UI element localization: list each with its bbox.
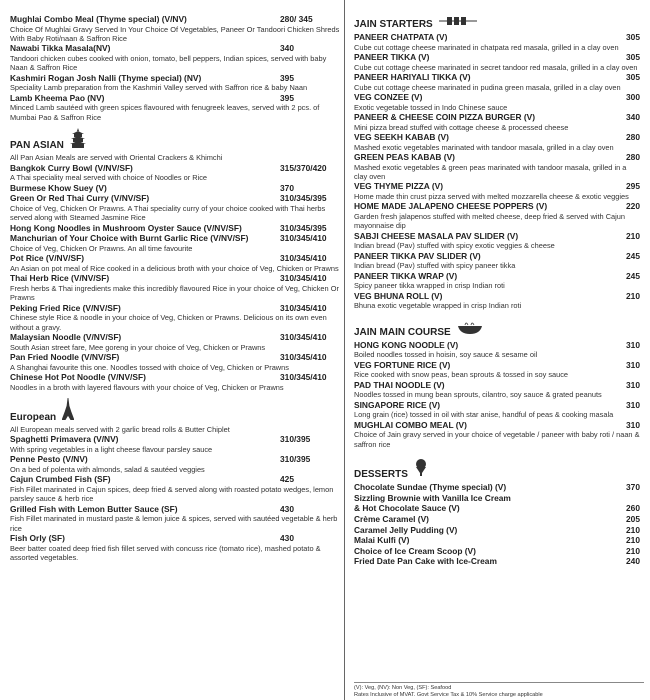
item-name: VEG CONZEE (V)	[354, 92, 423, 102]
menu-item	[354, 503, 640, 514]
menu-item	[354, 92, 640, 112]
item-name: Fish Orly (SF)	[10, 533, 65, 544]
menu-item	[354, 525, 640, 536]
item-price: 310/395	[280, 454, 311, 465]
item-price: 310/345/410	[280, 332, 327, 343]
top-items	[10, 14, 340, 122]
menu-item	[354, 72, 640, 92]
item-price: 310/345/410	[280, 372, 327, 383]
item-description: Choice of Veg, Chicken Or Prawns. An all time favourite	[10, 243, 193, 253]
item-price: 310	[626, 379, 640, 390]
item-description: Cube cut cottage cheese marinated in chatpata red masala, grilled in a clay oven	[354, 42, 619, 52]
menu-item	[10, 352, 340, 372]
item-price: 370	[626, 482, 640, 493]
item-price: 430	[280, 533, 294, 544]
item-price: 425	[280, 474, 294, 485]
item-description: Spicy paneer tikka wrapped in crisp Indian roti	[354, 281, 505, 291]
menu-item	[354, 340, 640, 360]
item-name: Chocolate Sundae (Thyme special) (V)	[354, 482, 507, 493]
item-description: Mashed exotic vegetables & green peas marinated with tandoor masala, grilled in a clay oven	[354, 162, 627, 181]
item-name: Crème Caramel (V)	[354, 514, 429, 524]
item-name: Thai Herb Rice (V/NV/SF)	[10, 273, 110, 284]
menu-item	[354, 535, 640, 546]
item-price: 310/345/410	[280, 233, 327, 244]
jain-main-items	[354, 340, 640, 449]
menu-item	[354, 231, 640, 251]
item-price: 310/395	[280, 434, 311, 445]
skewer-icon	[439, 14, 477, 32]
menu-item	[10, 372, 340, 392]
menu-item	[354, 132, 640, 152]
item-description: Mini pizza bread stuffed with cottage cheese & processed cheese	[354, 122, 569, 132]
menu-item	[354, 482, 640, 493]
item-name: VEG BHUNA ROLL (V)	[354, 290, 443, 301]
item-description: Home made thin crust pizza served with melted mozzarella cheese & exotic veggies	[354, 192, 629, 201]
item-name: Manchurian of Your Choice with Burnt Garlic Rice (V/NV/SF)	[10, 233, 249, 244]
item-price: 240	[626, 556, 640, 567]
item-price: 310/345/410	[280, 302, 327, 313]
item-name: SINGAPORE RICE (V)	[354, 399, 441, 410]
item-description: Bhuna exotic vegetable wrapped in crisp Indian roti	[354, 301, 522, 311]
item-price: 210	[626, 535, 640, 546]
european-title: European	[10, 412, 57, 424]
item-price: 310	[626, 419, 640, 430]
item-name: Choice of Ice Cream Scoop (V)	[354, 545, 476, 556]
menu-item	[10, 504, 340, 533]
item-name: Nawabi Tikka Masala(NV)	[10, 43, 111, 54]
menu-item	[10, 332, 340, 352]
item-description: Choice of Jain gravy served in your choice of vegetable / paneer with baby roti / naan & saffron rice	[354, 430, 640, 449]
item-name: PANEER TIKKA (V)	[354, 52, 430, 62]
jain-main-header	[354, 321, 640, 340]
menu-item	[354, 360, 640, 380]
eiffel-tower-icon	[62, 398, 74, 425]
item-description: Choice of Veg, Chicken Or Prawns. A Thai speciality curry of your choice cooked with Thai herbs served along with Steamed Jasmine Rice	[10, 203, 326, 223]
menu-item	[10, 183, 340, 194]
menu-item	[10, 474, 340, 503]
menu-item	[10, 434, 340, 454]
menu-item	[10, 454, 340, 474]
item-description: Indian bread (Pav) stuffed with spicy exotic veggies & cheese	[354, 241, 555, 251]
item-name: PANEER & CHEESE COIN PIZZA BURGER (V)	[354, 112, 536, 122]
menu-item	[354, 291, 640, 311]
item-name: Green Or Red Thai Curry (V/NV/SF)	[10, 193, 150, 204]
item-price: 310/345/395	[280, 193, 327, 204]
menu-item	[10, 223, 340, 234]
item-description: With spring vegetables in a light cheese flavour parsley sauce	[10, 445, 213, 455]
menu-item	[354, 546, 640, 557]
item-name: PANEER CHATPATA (V)	[354, 32, 448, 42]
item-name: & Hot Chocolate Sauce (V)	[354, 503, 460, 514]
item-price: 310	[626, 399, 640, 410]
jain-main-title: JAIN MAIN COURSE	[354, 326, 451, 338]
item-name: Pot Rice (V/NV/SF)	[10, 253, 84, 264]
item-name: Kashmiri Rogan Josh Nalli (Thyme special) (NV)	[10, 72, 202, 83]
item-description: South Asian street fare, Mee goreng in your choice of Veg, Chicken or Prawns	[10, 342, 266, 352]
menu-item	[10, 533, 340, 562]
footer-divider	[354, 682, 644, 683]
menu-item	[354, 271, 640, 291]
item-price: 310/345/395	[280, 222, 327, 233]
item-description: Speciality Lamb preparation from the Kashmiri Valley served with Saffron rice & baby Naan	[10, 83, 308, 93]
item-description: Noodles tossed in mung bean sprouts, cilantro, soy sauce & grated peanuts	[354, 390, 602, 400]
pan-asian-intro: All Pan Asian Meals are served with Oriental Crackers & Khimchi	[10, 153, 223, 163]
item-price: 315/370/420	[280, 162, 327, 173]
item-price: 310/345/410	[280, 352, 327, 363]
item-price: 340	[280, 43, 294, 54]
item-description: Fish Fillet marinated in mustard paste & lemon juice & spices, served with sautéed vegetable & herb rice	[10, 514, 338, 533]
item-description: Fish Fillet marinated in Cajun spices, deep fried & served along with roasted potato wedges, lemon parsley sauce & herb rice	[10, 485, 334, 504]
jain-starters-header	[354, 14, 640, 32]
menu-item	[10, 73, 340, 93]
item-price: 220	[626, 201, 640, 212]
item-price: 280/ 345	[280, 14, 313, 24]
item-description: A Thai speciality meal served with choice of Noodles or Rice	[10, 173, 208, 183]
item-description: Chinese style Rice & noodle in your choice of Veg, Chicken or Prawns. Delicious on its own even without a gravy.	[10, 313, 327, 332]
item-price: 310/345/410	[280, 253, 327, 264]
item-name: Mughlai Combo Meal (Thyme special) (V/NV)	[10, 14, 187, 24]
item-name: GREEN PEAS KABAB (V)	[354, 152, 455, 162]
item-description: Indian bread (Pav) stuffed with spicy paneer tikka	[354, 261, 516, 271]
item-price: 305	[626, 52, 640, 62]
menu-item	[354, 52, 640, 72]
footer-legend: (V): Veg, (NV): Non Veg, (SF): Seafood	[354, 685, 452, 691]
item-description: Fresh herbs & Thai ingredients make this incredibly flavoured Rice in your choice of Veg, Chicken Or Prawns	[10, 283, 339, 303]
item-name: Peking Fried Rice (V/NV/SF)	[10, 302, 121, 313]
item-name: MUGHLAI COMBO MEAL (V)	[354, 419, 467, 430]
pan-asian-items	[10, 163, 340, 392]
item-price: 295	[626, 181, 640, 192]
menu-item	[10, 14, 340, 43]
right-column	[354, 0, 640, 567]
item-description: On a bed of polenta with almonds, salad & sautéed veggies	[10, 465, 205, 475]
item-price: 370	[280, 182, 294, 193]
pan-asian-header	[10, 128, 340, 153]
menu-item	[10, 233, 340, 253]
item-price: 280	[626, 132, 640, 142]
ice-cream-icon	[414, 459, 428, 482]
menu-item	[354, 420, 640, 449]
item-name: Bangkok Curry Bowl (V/NV/SF)	[10, 162, 133, 173]
item-name: Grilled Fish with Lemon Butter Sauce (SF)	[10, 503, 178, 514]
item-description: Noodles in a broth with layered flavours with your choice of Veg, Chicken or Prawns	[10, 382, 284, 392]
item-description: Exotic vegetable tossed in Indo Chinese sauce	[354, 102, 508, 112]
item-price: 210	[626, 545, 640, 556]
item-price: 340	[626, 112, 640, 122]
european-intro: All European meals served with 2 garlic bread rolls & Butter Chiplet	[10, 425, 230, 435]
column-divider	[344, 0, 345, 700]
menu-item	[354, 556, 640, 567]
item-name: Caramel Jelly Pudding (V)	[354, 524, 458, 535]
footer-note: Rates Inclusive of MVAT. Govt Service Tax & 10% Service charge applicable	[354, 692, 543, 698]
menu-item	[354, 112, 640, 132]
item-description: Cube cut cottage cheese marinated in pudina green masala, grilled in a clay oven	[354, 82, 621, 92]
item-price: 245	[626, 250, 640, 261]
item-description: Choice Of Mughlai Gravy Served In Your Choice Of Vegetables, Paneer Or Tandoori Chicken Shreds With Baby Roti/naan & Saffron Rice	[10, 24, 340, 43]
item-name: Cajun Crumbed Fish (SF)	[10, 474, 111, 485]
item-name: Hong Kong Noodles in Mushroom Oyster Sauce (V/NV/SF)	[10, 222, 242, 233]
menu-item	[354, 181, 640, 201]
menu-item	[354, 400, 640, 420]
item-description: Garden fresh jalapenos stuffed with melted cheese, deep fried & served with Cajun mayonnaise dip	[354, 212, 626, 231]
jain-starters-title: JAIN STARTERS	[354, 19, 433, 30]
menu-item	[354, 201, 640, 230]
desserts-header	[354, 459, 640, 482]
item-description: Rice cooked with snow peas, bean sprouts & tossed in soy sauce	[354, 370, 569, 380]
item-name: Pan Fried Noodle (V/NV/SF)	[10, 352, 120, 363]
item-name: Lamb Kheema Pao (NV)	[10, 92, 105, 103]
item-price: 300	[626, 92, 640, 102]
item-price: 205	[626, 514, 640, 524]
item-price: 430	[280, 503, 294, 514]
item-description: Minced Lamb sautéed with green spices flavoured with fenugreek leaves, served with 2 pcs. of Mumbai Pao & Saffron Rice	[10, 103, 320, 122]
item-description: Boiled noodles tossed in hoisin, soy sauce & sesame oil	[354, 350, 538, 360]
item-price: 310/345/410	[280, 273, 327, 284]
item-price: 245	[626, 270, 640, 281]
item-description: Beer batter coated deep fried fish fillet served with concuss rice (tomato rice), mashed potato & assorted vegetables.	[10, 543, 321, 563]
left-column	[10, 0, 340, 563]
european-items	[10, 434, 340, 562]
item-name: SABJI CHEESE MASALA PAV SLIDER (V)	[354, 230, 519, 241]
item-name: Malaysian Noodle (V/NV/SF)	[10, 332, 122, 343]
menu-item	[354, 493, 640, 504]
item-price: 310	[626, 359, 640, 370]
item-name: VEG SEEKH KABAB (V)	[354, 132, 449, 142]
item-price: 210	[626, 524, 640, 535]
menu-item	[10, 273, 340, 302]
menu-item	[10, 93, 340, 122]
menu-item	[10, 43, 340, 72]
item-name: PANEER HARIYALI TIKKA (V)	[354, 72, 471, 82]
item-name: PANEER TIKKA WRAP (V)	[354, 270, 458, 281]
menu-item	[354, 251, 640, 271]
item-name: PAD THAI NOODLE (V)	[354, 379, 445, 390]
menu-item	[10, 303, 340, 332]
item-price: 280	[626, 152, 640, 162]
item-description: Cube cut cottage cheese marinated in secret tandoor red masala, grilled in a clay oven	[354, 62, 638, 72]
menu-item	[10, 193, 340, 222]
item-price: 310	[626, 339, 640, 350]
menu-item	[10, 163, 340, 183]
menu-item	[354, 152, 640, 181]
menu-item	[354, 380, 640, 400]
item-description: A Shanghai favourite this one. Noodles tossed with choice of Veg, Chicken or Prawns	[10, 362, 289, 372]
item-description: Mashed exotic vegetables marinated with tandoor masala, grilled in a clay oven	[354, 142, 614, 152]
item-price: 260	[626, 503, 640, 514]
item-price: 210	[626, 230, 640, 241]
pan-asian-title: PAN ASIAN	[10, 140, 64, 152]
jain-starters-items	[354, 32, 640, 311]
desserts-items	[354, 482, 640, 567]
menu-item	[354, 514, 640, 525]
item-name: Fried Date Pan Cake with Ice-Cream	[354, 556, 497, 567]
item-name: HONG KONG NOODLE (V)	[354, 339, 459, 350]
item-name: VEG THYME PIZZA (V)	[354, 181, 444, 192]
european-header	[10, 398, 340, 425]
item-price: 395	[280, 92, 294, 103]
item-description: Long grain (rice) tossed in oil with star anise, handful of peas & cooking masala	[354, 410, 614, 420]
item-name: VEG FORTUNE RICE (V)	[354, 359, 451, 370]
bowl-icon	[457, 321, 483, 340]
item-name: HOME MADE JALAPENO CHEESE POPPERS (V)	[354, 201, 548, 212]
item-name: Malai Kulfi (V)	[354, 535, 410, 546]
item-price: 305	[626, 72, 640, 82]
pagoda-icon	[70, 128, 86, 153]
menu-item	[354, 32, 640, 52]
item-description: An Asian on pot meal of Rice cooked in a delicious broth with your choice of Veg, Chicken or Prawns	[10, 263, 339, 273]
item-price: 210	[626, 290, 640, 301]
item-price: 395	[280, 72, 294, 83]
item-description: Tandoori chicken cubes cooked with onion, tomato, bell peppers, Indian spices, served with baby Naan & Saffron Rice	[10, 54, 327, 73]
footer	[354, 682, 644, 699]
item-name: Spaghetti Primavera (V/NV)	[10, 434, 119, 445]
item-name: PANEER TIKKA PAV SLIDER (V)	[354, 250, 481, 261]
item-price: 305	[626, 32, 640, 42]
item-name: Chinese Hot Pot Noodle (V/NV/SF)	[10, 372, 146, 383]
item-name: Burmese Khow Suey (V)	[10, 182, 107, 193]
item-name: Penne Pesto (V/NV)	[10, 454, 88, 465]
desserts-title: DESSERTS	[354, 469, 408, 481]
item-name: Sizzling Brownie with Vanilla Ice Cream	[354, 492, 511, 503]
menu-item	[10, 253, 340, 273]
